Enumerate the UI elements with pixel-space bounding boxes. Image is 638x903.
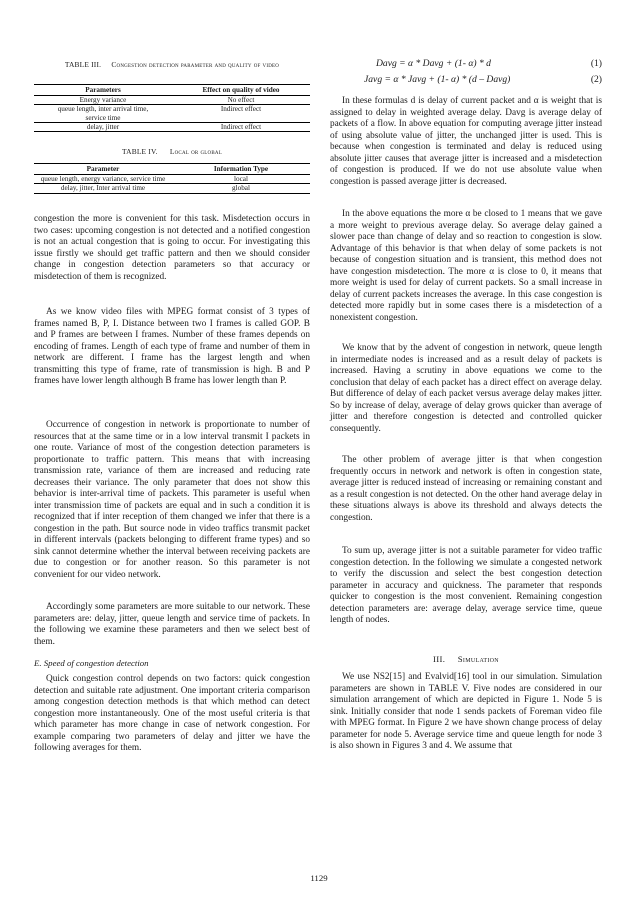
right-paragraph-1: In these formulas d is delay of current packet and α is weight that is assigned to delay in weighted average delay. Davg is average delay of packets of a flow. In above equation for computing average jitter instead of using absolute value of jitter, the unchanged jitter is used. This is because when congestion is terminated and delay is reduced using absolute jitter causes that average jitter is increased and a misdetection of congestion is produced. If we do not use absolute value when congestion is passed average jitter is decreased. xyxy=(330,96,602,187)
table-header-cell: Effect on quality of video xyxy=(172,85,310,96)
left-paragraph-2: As we know video files with MPEG format consist of 3 types of frames named B, P, I. Distance between two I frames is called GOP. B and P frames are between I frames. Number of these frames depends on encoding of frames. Length of each type of frame and number of them in network are different. I frame has the largest length and when transmitting this type of frame, rate of transmission is high. B and P frames have lower length although B frame has lower length than P. xyxy=(34,307,310,386)
table-row xyxy=(34,175,310,184)
table3 xyxy=(34,84,310,132)
table-header-row xyxy=(34,164,310,175)
table3-caption xyxy=(34,60,310,69)
left-paragraph-4: Accordingly some parameters are more suitable to our network. These parameters are: delay, jitter, queue length and service time of packets. In the following we examine these parameters and then we select best of them. xyxy=(34,602,310,647)
table-cell: Indirect effect xyxy=(172,105,310,122)
table4 xyxy=(34,163,310,194)
table3-title: Congestion detection parameter and quality of video xyxy=(111,60,280,69)
table-cell: Energy variance xyxy=(34,96,172,105)
table4-label: TABLE IV. xyxy=(122,147,158,156)
left-paragraph-1: congestion the more is convenient for this task. Misdetection occurs in two cases: upcoming congestion is not detected and a notified congestion is not an actual congestion that is going to occur. For investigating this issue firstly we should get traffic pattern and then we should consider change in congestion detection parameters so that accuracy or misdetection of them is recognized. xyxy=(34,214,310,282)
section-title: Simulation xyxy=(457,654,499,664)
table-cell: local xyxy=(172,175,310,184)
table4-caption xyxy=(34,147,310,156)
equation-1-number: (1) xyxy=(590,58,602,69)
left-paragraph-5: Quick congestion control depends on two factors: quick congestion detection and suitable rate adjustment. One important criteria comparison among congestion detection methods is that which method can detect congestion more instantaneously. One of the most useful criteria is that which parameter has more change in case of network congestion. For example comparing two parameters of delay and jitter we have the following averages for them. xyxy=(34,674,310,753)
left-paragraph-3: Occurrence of congestion in network is proportionate to number of resources that at the same time or in a low interval transmit I packets in one route. Variance of most of the congestion detection parameters is proportionate to traffic pattern. This means that with increasing transmission rate, variance of them are increased and reducing rate decreases their variance. The only parameter that does not show this behavior is inter-arrival time of packets. This parameter is useful when inter transmission time of packets are equal and in such a condition it is recognized that if inter reception of them changed we infer that there is a congestion in the path. But source node in video traffics transmit packet in different intervals (packets belonging to different frame types) and so sink cannot determine whether the interval between receiving packets are due to congestion or for another reason. So this parameter is not convenient for our video network. xyxy=(34,420,310,580)
table-header-cell: Parameters xyxy=(34,85,172,96)
table-row xyxy=(34,96,310,105)
table-header-cell: Information Type xyxy=(172,164,310,175)
equation-2 xyxy=(330,74,602,86)
table-cell: global xyxy=(172,184,310,193)
table-row xyxy=(34,184,310,193)
page-number: 1129 xyxy=(310,873,328,883)
equation-1 xyxy=(330,58,602,70)
right-paragraph-3: We know that by the advent of congestion in network, queue length in intermediate nodes is increased and as a result delay of packets is increased. Having a scrutiny in above equations we come to the conclusion that delay of each packet has a direct effect on average delay. But difference of delay of each packet versus average delay makes jitter. So by increase of delay, average of delay grows quicker than average of jitter and therefore congestion is detected and controlled quicker consequently. xyxy=(330,343,602,434)
right-paragraph-6: We use NS2[15] and Evalvid[16] tool in our simulation. Simulation parameters are shown in TABLE V. Five nodes are considered in our simulation arrangement of which are depicted in Figure 1. Node 5 is sink. Initially consider that node 1 sends packets of Foreman video file with MPEG format. In Figure 2 we have shown change process of delay parameter for node 5. Average service time and queue length for node 3 is also shown in Figures 3 and 4. We assume that xyxy=(330,672,602,751)
section-number: III. xyxy=(433,654,446,664)
table-row xyxy=(34,122,310,131)
table-cell: queue length, inter arrival time, service time xyxy=(34,105,172,122)
equation-2-number: (2) xyxy=(590,74,602,85)
table-cell: delay, jitter, Inter arrival time xyxy=(34,184,172,193)
section-heading xyxy=(330,654,602,664)
table-cell: queue length, energy variance, service time xyxy=(34,175,172,184)
table-header-cell: Parameter xyxy=(34,164,172,175)
equation-1-text: Davg = α * Davg + (1- α) * d xyxy=(376,58,491,69)
table-cell: Indirect effect xyxy=(172,122,310,131)
right-paragraph-2: In the above equations the more α be closed to 1 means that we gave a more weight to previous average delay. So average delay gained a slower pace than change of delay and so reaction to congestion is slow. Advantage of this behavior is that when delay of some packets is not because of congestion situation and is transient, this method does not have congestion misdetection. The more α is close to 0, it means that more weight is used for delay of current packets. So a small increase in delay of current packets increases the average. In this case congestion is detected more rapidly but in some cases there is a misdetection of a nonexistent congestion. xyxy=(330,209,602,323)
equation-2-text: Javg = α * Javg + (1- α) * (d – Davg) xyxy=(364,74,511,85)
subsection-heading: E. Speed of congestion detection xyxy=(34,658,149,668)
table3-label: TABLE III. xyxy=(64,60,102,69)
table-cell: No effect xyxy=(172,96,310,105)
table4-title: Local or global xyxy=(169,147,222,156)
table-cell: delay, jitter xyxy=(34,122,172,131)
right-paragraph-5: To sum up, average jitter is not a suitable parameter for video traffic congestion detection. In the following we simulate a congested network to verify the discussion and select the best congestion detection parameter in accuracy and quickness. The parameter that responds quicker to congestion is the most convenient. Remaining congestion detection parameters are: average delay, average service time, queue length of nodes. xyxy=(330,546,602,625)
table-header-row xyxy=(34,85,310,96)
right-paragraph-4: The other problem of average jitter is that when congestion frequently occurs in network and network is often in congestion state, average jitter is reduced instead of increasing or remaining constant and as a result congestion is not detected. On the other hand average delay in these situations always is above its threshold and always detects the congestion. xyxy=(330,455,602,523)
table-row xyxy=(34,105,310,122)
